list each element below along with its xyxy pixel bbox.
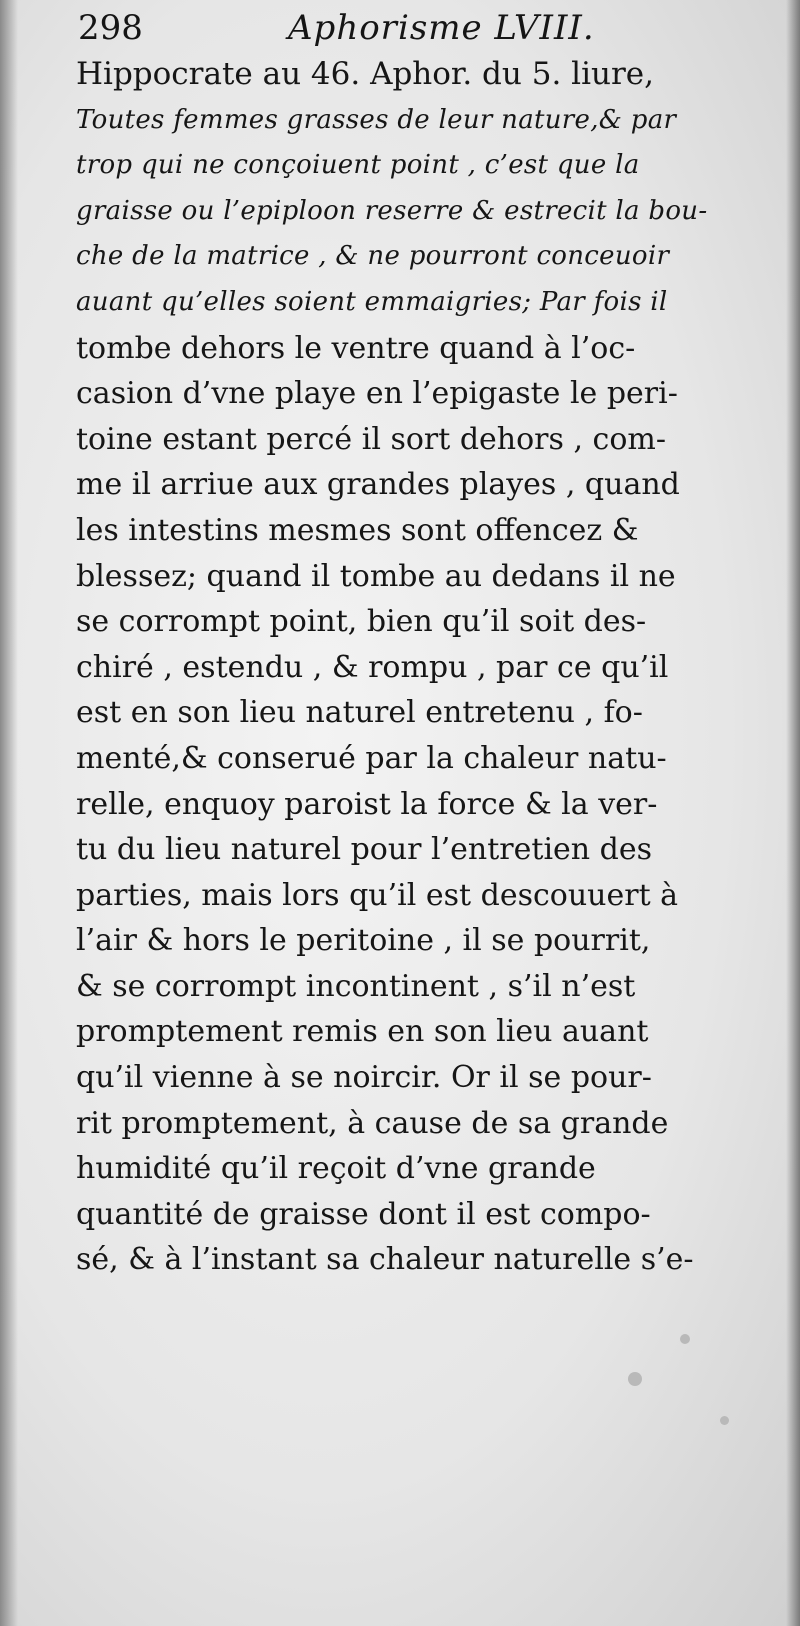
text-line: rit promptement, à cause de sa grande [76, 1105, 669, 1141]
gutter-shadow [0, 0, 18, 1626]
text-line: tombe dehors le ventre quand à l’oc- [76, 330, 636, 366]
paper-speck [720, 1416, 729, 1425]
text-line: trop qui ne conçoiuent point , c’est que la [76, 150, 640, 181]
text-line: auant qu’elles soient emmaigries; Par fois il [76, 286, 668, 317]
text-line: menté,& conserué par la chaleur natu- [76, 740, 667, 776]
text-line: chiré , estendu , & rompu , par ce qu’il [76, 649, 669, 685]
text-line: tu du lieu naturel pour l’entretien des [76, 832, 653, 868]
text-line: me il arriue aux grandes playes , quand [76, 467, 680, 503]
text-line: est en son lieu naturel entretenu , fo- [76, 695, 643, 731]
text-line: che de la matrice , & ne pourront conceuoir [76, 241, 670, 272]
text-line: sé, & à l’instant sa chaleur naturelle s’e- [76, 1242, 694, 1278]
text-line: toine estant percé il sort dehors , com- [76, 421, 666, 457]
text-line: l’air & hors le peritoine , il se pourrit, [76, 923, 651, 959]
text-line: & se corrompt incontinent , s’il n’est [76, 968, 636, 1004]
running-head: Aphorisme LVIII. [288, 8, 595, 48]
page-number: 298 [78, 8, 143, 48]
text-line: les intestins mesmes sont offencez & [76, 512, 639, 548]
text-line: graisse ou l’epiploon reserre & estrecit la bou- [76, 195, 708, 226]
page-edge-shadow [786, 0, 800, 1626]
text-line: se corrompt point, bien qu’il soit des- [76, 604, 647, 640]
text-line: qu’il vienne à se noircir. Or il se pour- [76, 1060, 652, 1096]
paper-speck [680, 1334, 690, 1344]
text-line: casion d’vne playe en l’epigaste le peri- [76, 376, 678, 412]
text-line: quantité de graisse dont il est compo- [76, 1196, 651, 1232]
text-line: humidité qu’il reçoit d’vne grande [76, 1151, 596, 1187]
page-header [78, 4, 738, 52]
text-line: relle, enquoy paroist la force & la ver- [76, 786, 658, 822]
paper-speck [628, 1372, 642, 1386]
text-line: parties, mais lors qu’il est descouuert à [76, 877, 679, 913]
text-line: Toutes femmes grasses de leur nature,& par [76, 104, 677, 135]
text-line: promptement remis en son lieu auant [76, 1014, 649, 1050]
text-line: Hippocrate au 46. Aphor. du 5. liure, [76, 56, 654, 92]
body-text [76, 52, 736, 1283]
text-line: blessez; quand il tombe au dedans il ne [76, 558, 676, 594]
